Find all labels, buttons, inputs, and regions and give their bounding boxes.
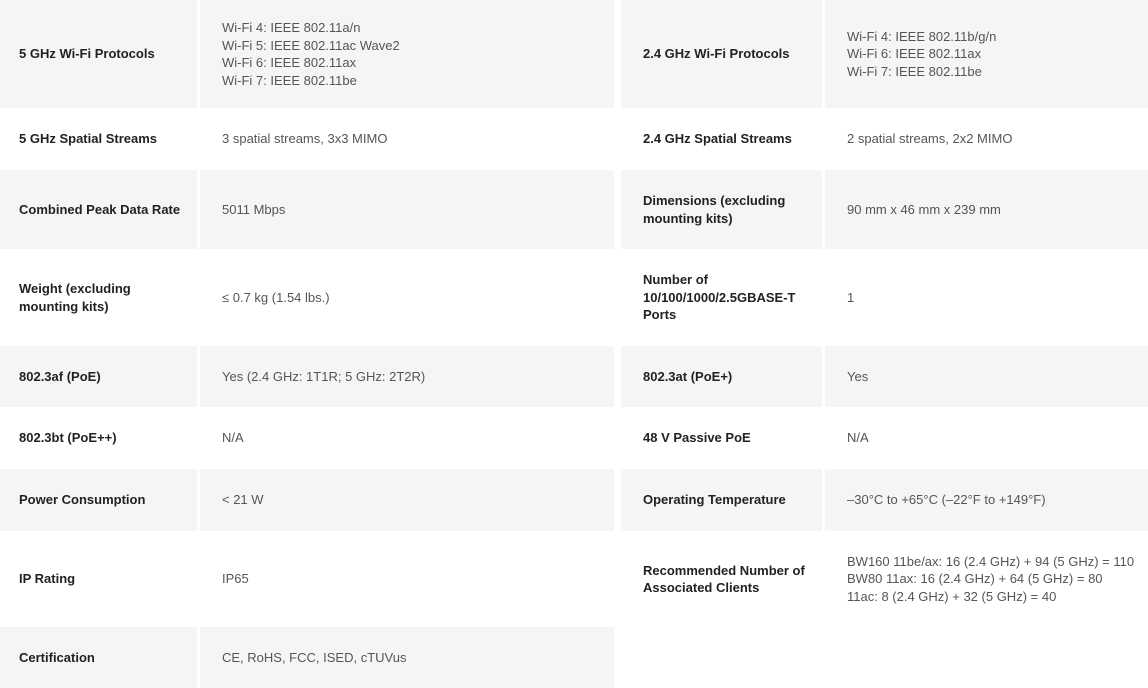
- spec-value: ≤ 0.7 kg (1.54 lbs.): [222, 289, 330, 305]
- spec-label: 2.4 GHz Wi-Fi Protocols: [621, 0, 822, 108]
- spec-label: Weight (excluding mounting kits): [19, 281, 131, 314]
- spec-row-dimensions: [621, 170, 1148, 249]
- spec-value-text: Wi-Fi 4: IEEE 802.11a/n Wi-Fi 5: IEEE 802.11ac Wave2 Wi-Fi 6: IEEE 802.11ax Wi-Fi 7: IEEE 802.11be: [222, 20, 400, 88]
- spec-label: 5 GHz Wi-Fi Protocols: [0, 0, 197, 108]
- spec-label: Number of 10/100/1000/2.5GBASE-T Ports: [643, 272, 796, 323]
- spec-value: 3 spatial streams, 3x3 MIMO: [222, 131, 388, 147]
- spec-label: 2.4 GHz Spatial Streams: [643, 131, 792, 147]
- spec-row-peak-rate: [0, 170, 614, 249]
- spec-row-ports: [621, 249, 1148, 346]
- spec-label: 48 V Passive PoE: [643, 430, 751, 446]
- spec-value: Yes: [825, 346, 1148, 407]
- spec-label: Recommended Number of Associated Clients: [643, 562, 805, 595]
- spec-value-text: BW160 11be/ax: 16 (2.4 GHz) + 94 (5 GHz) = 110 BW80 11ax: 16 (2.4 GHz) + 64 (5 GHz) = 80 11ac: 8 (2.4 GHz) + 32 (5 GHz) = 40: [847, 553, 1135, 604]
- spec-row-operating-temp: [621, 469, 1148, 531]
- spec-value: CE, RoHS, FCC, ISED, cTUVus: [200, 627, 614, 688]
- spec-value-text: Wi-Fi 4: IEEE 802.11b/g/n Wi-Fi 6: IEEE 802.11ax Wi-Fi 7: IEEE 802.11be: [847, 28, 997, 79]
- spec-value: [825, 0, 1148, 108]
- spec-row-passive-poe: [621, 407, 1148, 469]
- spec-value: [200, 0, 614, 108]
- spec-value: Yes (2.4 GHz: 1T1R; 5 GHz: 2T2R): [200, 346, 614, 407]
- spec-row-poe-af: [0, 346, 614, 407]
- spec-value: 5011 Mbps: [200, 170, 614, 249]
- spec-label: Dimensions (excluding mounting kits): [621, 170, 822, 249]
- spec-row-ip-rating: [0, 531, 614, 627]
- spec-row-power: [0, 469, 614, 531]
- spec-value: 2 spatial streams, 2x2 MIMO: [847, 131, 1013, 147]
- spec-value: N/A: [222, 430, 244, 446]
- spec-row-24ghz-protocols: [621, 0, 1148, 108]
- spec-row-weight: [0, 249, 614, 346]
- spec-row-poe-at: [621, 346, 1148, 407]
- spec-label: Combined Peak Data Rate: [0, 170, 197, 249]
- spec-label: Power Consumption: [0, 469, 197, 531]
- spec-value: 1: [847, 289, 855, 305]
- spec-label: 802.3at (PoE+): [621, 346, 822, 407]
- spec-value: IP65: [222, 571, 249, 587]
- spec-value: N/A: [847, 430, 869, 446]
- spec-label: 802.3bt (PoE++): [19, 430, 117, 446]
- spec-row-certification: [0, 627, 614, 688]
- spec-label: 5 GHz Spatial Streams: [19, 131, 157, 147]
- spec-label: Operating Temperature: [621, 469, 822, 531]
- spec-row-24ghz-streams: [621, 108, 1148, 170]
- spec-label: 802.3af (PoE): [0, 346, 197, 407]
- spec-row-poe-bt: [0, 407, 614, 469]
- spec-row-clients: [621, 531, 1148, 627]
- spec-value: < 21 W: [200, 469, 614, 531]
- spec-row-5ghz-streams: [0, 108, 614, 170]
- spec-label: IP Rating: [19, 571, 76, 587]
- spec-value: 90 mm x 46 mm x 239 mm: [825, 170, 1148, 249]
- spec-row-5ghz-protocols: [0, 0, 614, 108]
- spec-value: –30°C to +65°C (–22°F to +149°F): [825, 469, 1148, 531]
- spec-value: [825, 531, 1148, 627]
- spec-label: Certification: [0, 627, 197, 688]
